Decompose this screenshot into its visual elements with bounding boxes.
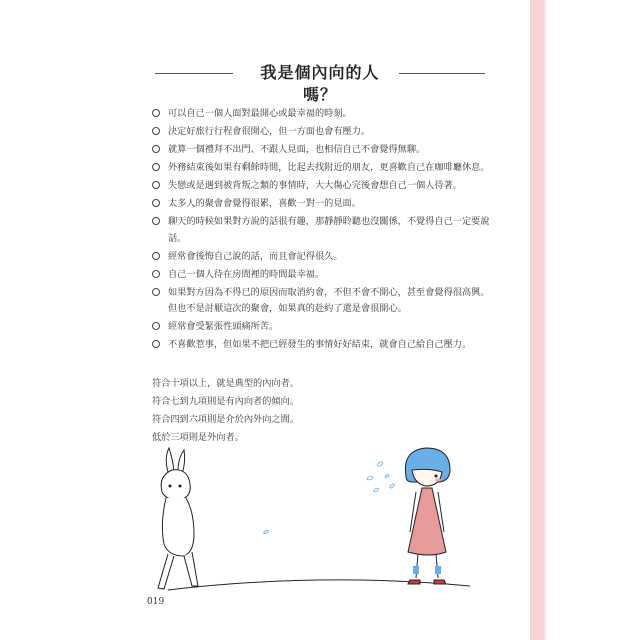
- checklist-item: [152, 106, 497, 123]
- checklist-item-text: 自己一個人待在房間裡的時間最幸福。: [168, 268, 325, 280]
- checklist-item: [152, 337, 497, 354]
- checklist-item: [152, 285, 497, 318]
- checklist-item-text: 決定好旅行行程會很開心，但一方面也會有壓力。: [168, 126, 371, 137]
- checklist-item: [152, 160, 497, 177]
- checklist-item: [152, 142, 497, 159]
- circle-checkbox-icon[interactable]: [152, 145, 160, 153]
- result-line: 符合七到九項則是有內向者的傾向。: [152, 396, 299, 407]
- falling-petals-icon: [263, 461, 395, 534]
- circle-checkbox-icon[interactable]: [152, 163, 160, 171]
- circle-checkbox-icon[interactable]: [152, 109, 160, 117]
- circle-checkbox-icon[interactable]: [152, 252, 160, 260]
- checklist-item-text: 外務結束後如果有剩餘時間，比起去找附近的朋友，更喜歡自己在咖啡廳休息。: [168, 162, 490, 173]
- circle-checkbox-icon[interactable]: [152, 322, 160, 330]
- title-row: [155, 62, 485, 104]
- result-line: 符合十項以上，就是典型的內向者。: [152, 378, 299, 389]
- circle-checkbox-icon[interactable]: [152, 217, 160, 225]
- girl-illustration-icon: [405, 448, 450, 584]
- page-title: 我是個內向的人嗎？: [260, 63, 380, 104]
- checklist-item-text: 如果對方因為不得已的原因而取消約會，不但不會不開心，甚至會覺得很高興。但也不是討厭這次的聚會，如果真的赴約了還是會很開心。: [168, 286, 490, 314]
- scoring-results: [152, 375, 452, 447]
- checklist-item-text: 就算一個禮拜不出門、不跟人見面，也相信自己不會覺得無聊。: [168, 144, 426, 155]
- checklist-item: [152, 214, 497, 247]
- ground-line: [168, 580, 470, 590]
- book-spine-edge: [544, 0, 546, 640]
- illustration: [140, 440, 500, 600]
- circle-checkbox-icon[interactable]: [152, 270, 160, 278]
- checklist-item-text: 可以自己一個人面對最開心或最幸福的時刻。: [168, 108, 352, 119]
- circle-checkbox-icon[interactable]: [152, 127, 160, 135]
- checklist-item-text: 太多人的聚會會覺得很累，喜歡一對一的見面。: [168, 198, 361, 209]
- checklist-item: [152, 178, 497, 195]
- page-number: 019: [147, 597, 165, 607]
- circle-checkbox-icon[interactable]: [152, 181, 160, 189]
- title-rule-right: [399, 73, 485, 74]
- result-line: 符合四到六項則是介於內外向之間。: [152, 414, 299, 425]
- checklist-item: [152, 196, 497, 213]
- checklist-item-text: 經常會後悔自己說的話，而且會記得很久。: [168, 250, 343, 262]
- checklist-item-text: 經常會受緊張性頭痛所苦。: [168, 321, 279, 332]
- checklist-item-text: 失戀或是遇到被背叛之類的事情時，大大傷心完後會想自己一個人待著。: [168, 180, 462, 191]
- title-rule-left: [155, 73, 233, 74]
- result-line: 低於三項則是外向者。: [152, 432, 244, 443]
- circle-checkbox-icon[interactable]: [152, 199, 160, 207]
- checklist-item: [152, 124, 497, 141]
- rabbit-illustration-icon: [158, 448, 198, 589]
- checklist: [152, 106, 497, 355]
- circle-checkbox-icon[interactable]: [152, 340, 160, 348]
- circle-checkbox-icon[interactable]: [152, 288, 160, 296]
- checklist-item-text: 不喜歡惹事，但如果不把已經發生的事情好好結束，就會自己給自己壓力。: [168, 339, 472, 350]
- checklist-item: [152, 249, 497, 266]
- checklist-item: [152, 319, 497, 336]
- checklist-item: [152, 267, 497, 284]
- book-spine: [530, 0, 544, 640]
- checklist-item-text: 聊天的時候如果對方說的話很有趣，那靜靜聆聽也沒關係，不覺得自己一定要說話。: [168, 216, 490, 244]
